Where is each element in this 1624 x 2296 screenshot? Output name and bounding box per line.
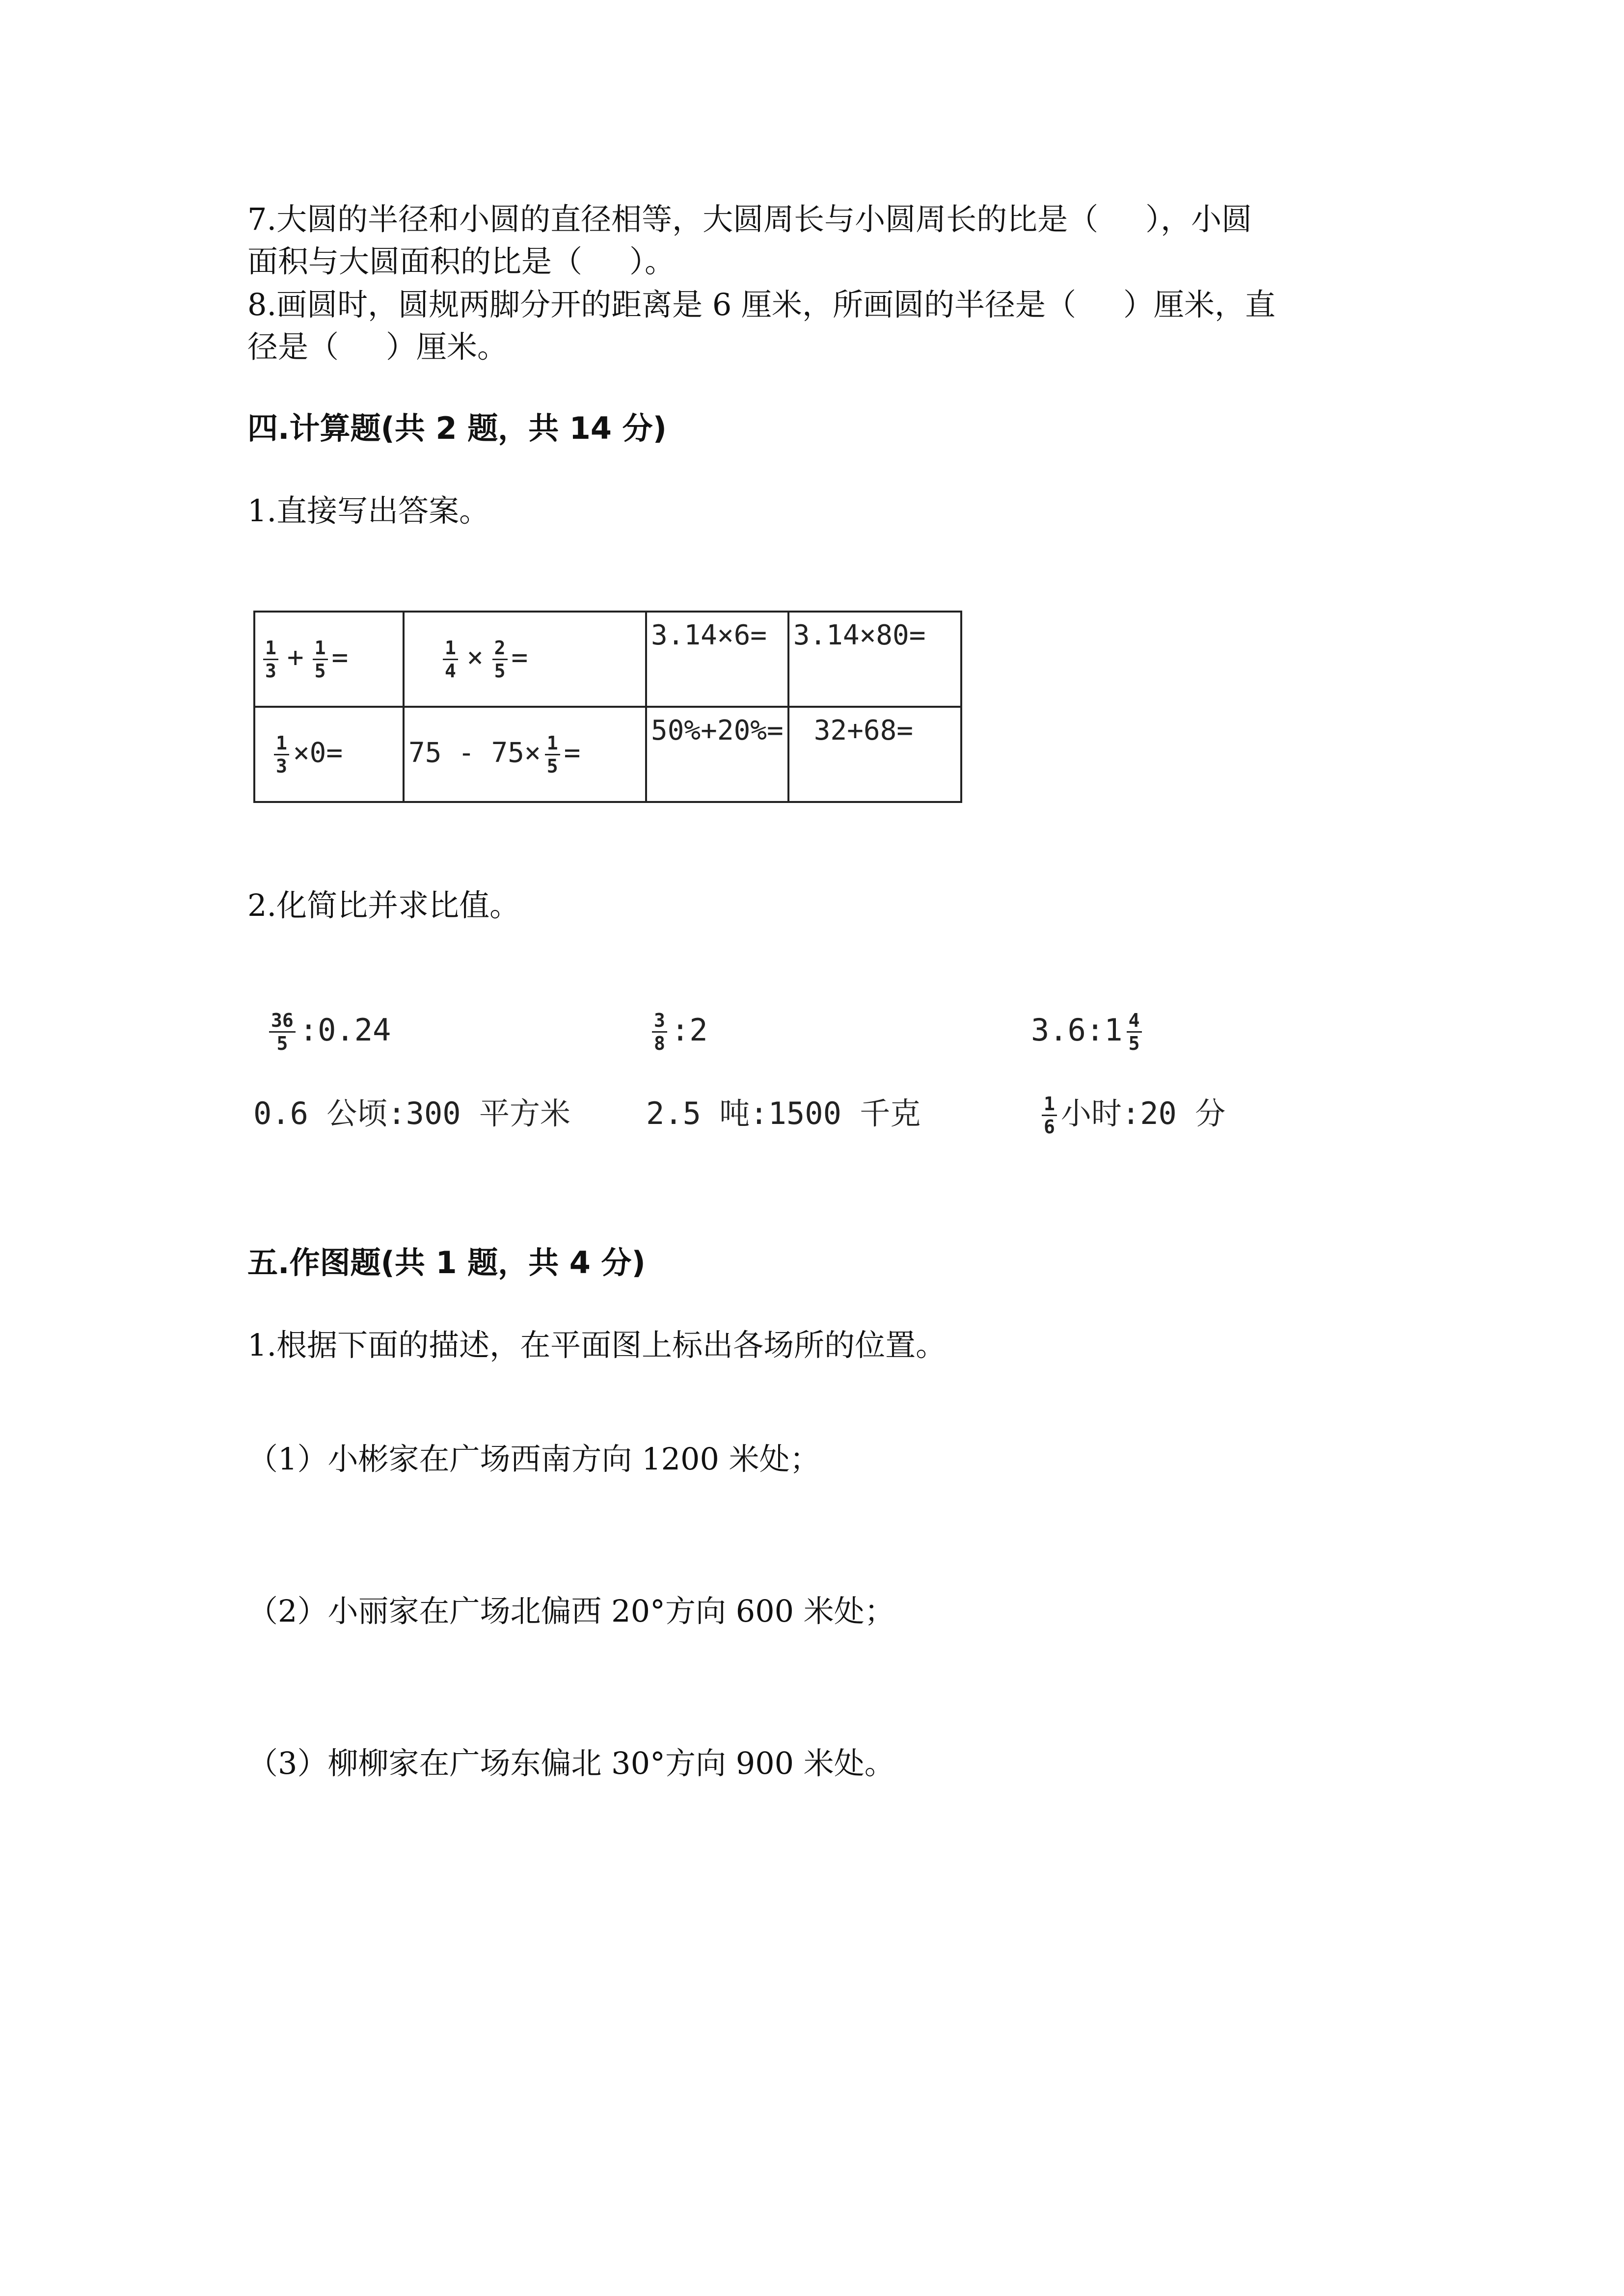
calc-cell[interactable]: 32+68=	[788, 707, 961, 802]
fraction: $\frac{1}{3}$	[263, 637, 278, 682]
ratio-item: 0.6 公顷:300 平方米	[253, 1095, 570, 1131]
list-item: （3）柳柳家在广场东偏北 30°方向 900 米处。	[247, 1745, 895, 1781]
question-8-line1: 8.画圆时，圆规两脚分开的距离是 6 厘米，所画圆的半径是（ ）厘米，直	[247, 287, 1276, 322]
question-7-line2: 面积与大圆面积的比是（ ）。	[247, 243, 676, 279]
section-4-question-1: 1.直接写出答案。	[247, 493, 490, 529]
fraction: $\frac{1}{5}$	[545, 732, 560, 777]
fraction: $\frac{2}{5}$	[492, 637, 508, 682]
list-item: （1）小彬家在广场西南方向 1200 米处；	[247, 1441, 820, 1477]
fraction: $\frac{4}{5}$	[1127, 1010, 1142, 1054]
section-4-title: 四.计算题(共 2 题，共 14 分)	[247, 410, 667, 446]
calculation-table	[253, 611, 962, 803]
calc-cell[interactable]: 75 - 75× $\frac{1}{5}$ =	[404, 707, 646, 802]
section-5-title: 五.作图题(共 1 题，共 4 分)	[247, 1245, 646, 1281]
calc-cell[interactable]: 3.14×80=	[788, 612, 961, 707]
calc-cell[interactable]: $\frac{1}{3}$ ×0=	[254, 707, 404, 802]
calc-cell[interactable]: $\frac{1}{4}$ × $\frac{2}{5}$ =	[404, 612, 646, 707]
ratio-item: $\frac{3}{8}$ :2	[648, 1008, 708, 1054]
table-row	[254, 612, 961, 707]
fraction: $\frac{1}{5}$	[313, 637, 328, 682]
list-item: （2）小丽家在广场北偏西 20°方向 600 米处；	[247, 1593, 895, 1629]
ratio-item: 3.6:1 $\frac{4}{5}$	[1031, 1008, 1146, 1054]
fraction: $\frac{36}{5}$	[269, 1010, 296, 1054]
fraction: $\frac{1}{3}$	[274, 732, 289, 777]
fraction: $\frac{1}{4}$	[443, 637, 458, 682]
fraction: $\frac{3}{8}$	[652, 1010, 667, 1054]
ratio-item: $\frac{36}{5}$ :0.24	[265, 1008, 391, 1054]
section-4-question-2: 2.化简比并求比值。	[247, 887, 520, 923]
calc-cell[interactable]: 50%+20%=	[646, 707, 788, 802]
ratio-item: 2.5 吨:1500 千克	[646, 1095, 921, 1131]
table-row	[254, 707, 961, 802]
question-8-line2: 径是（ ）厘米。	[247, 329, 508, 365]
ratio-item: $\frac{1}{6}$ 小时:20 分	[1038, 1092, 1225, 1138]
fraction: $\frac{1}{6}$	[1042, 1093, 1057, 1138]
calc-cell[interactable]: $\frac{1}{3}$ + $\frac{1}{5}$ =	[254, 612, 404, 707]
calc-cell[interactable]: 3.14×6=	[646, 612, 788, 707]
section-5-question-1: 1.根据下面的描述，在平面图上标出各场所的位置。	[247, 1327, 947, 1363]
question-7-line1: 7.大圆的半径和小圆的直径相等，大圆周长与小圆周长的比是（ ），小圆	[247, 201, 1252, 237]
